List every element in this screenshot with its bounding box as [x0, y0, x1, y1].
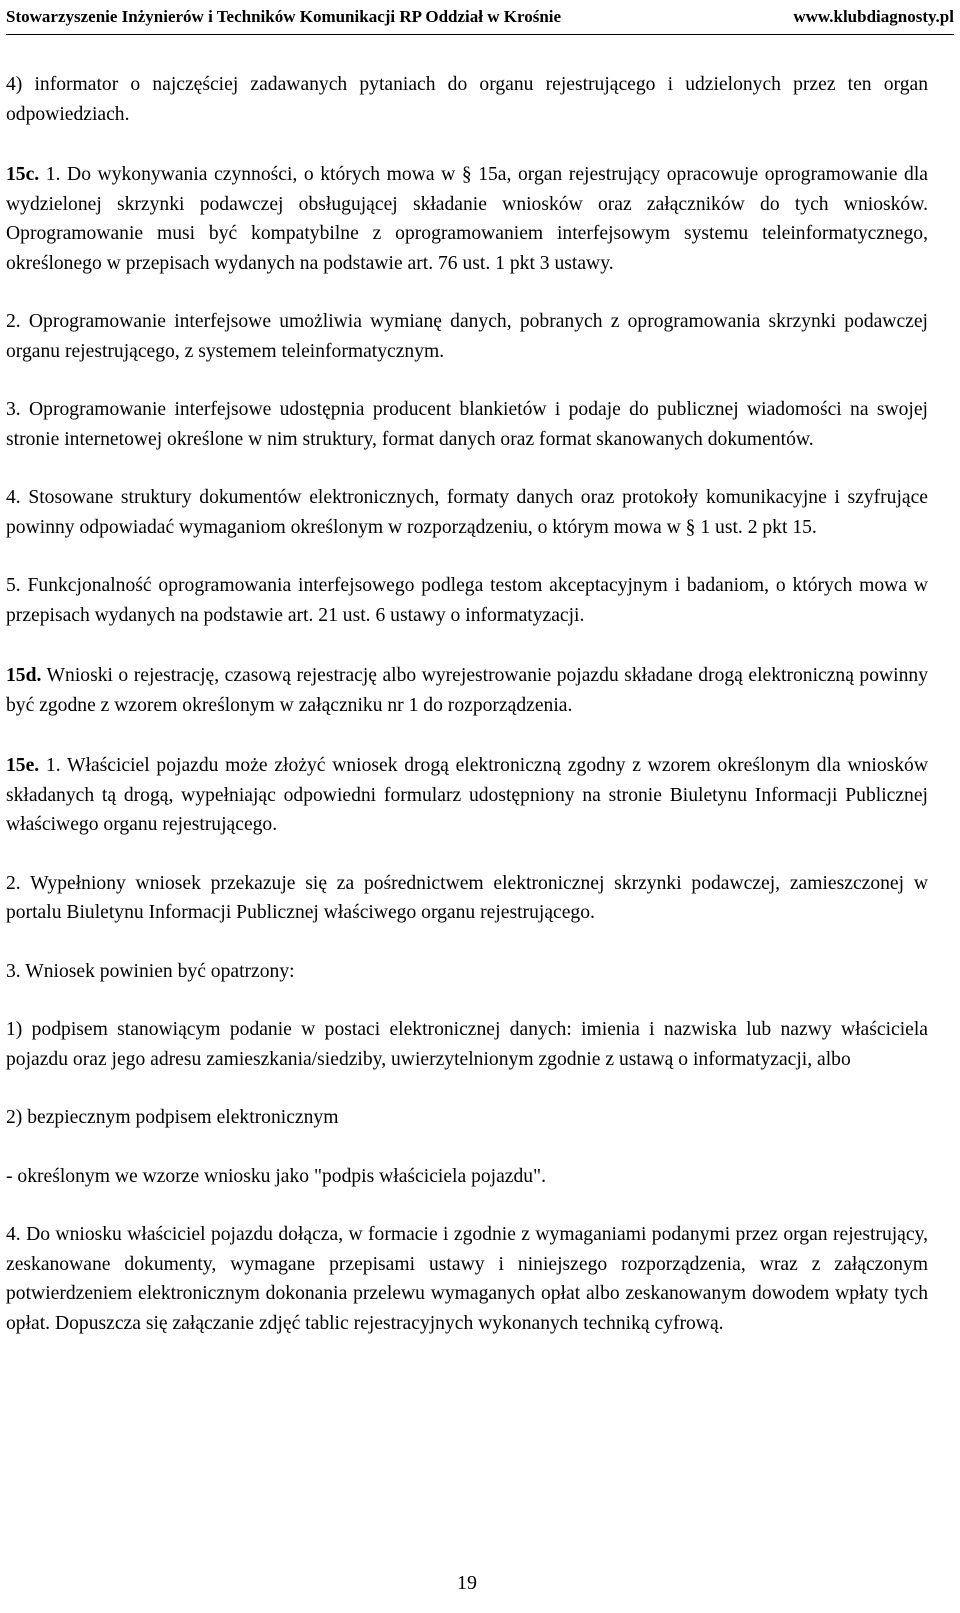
- paragraph-text: 1. Właściciel pojazdu może złożyć wniosek drogą elektroniczną zgodny z wzorem określonym dla wniosków składanych tą drogą, wypełniając odpowiedni formularz udostępniony na stronie Biuletynu Informacji Publicznej właściwego organu rejestrującego.: [6, 755, 928, 835]
- paragraph-15e-3: [6, 957, 928, 987]
- paragraph-15c-5: [6, 571, 928, 630]
- paragraph-text: 4. Do wniosku właściciel pojazdu dołącza, w formacie i zgodnie z wymaganiami podanymi przez organ rejestrujący, zeskanowane dokumenty, wymagane przepisami ustawy i niniejszego rozporządzenia, wraz z załączonym potwierdzeniem elektronicznym dokonania przelewu wymaganych opłat albo zeskanowanym dowodem wpłaty tych opłat. Dopuszcza się załączanie zdjęć tablic rejestracyjnych wykonanych techniką cyfrową.: [6, 1224, 928, 1334]
- document-body: [6, 70, 928, 1338]
- paragraph-4-informator: [6, 70, 928, 129]
- paragraph-text: 3. Oprogramowanie interfejsowe udostępnia producent blankietów i podaje do publicznej wiadomości na swojej stronie internetowej określone w nim struktury, format danych oraz format skanowanych dokumentów.: [6, 399, 928, 450]
- header-website: www.klubdiagnosty.pl: [793, 7, 954, 26]
- header-organization: Stowarzyszenie Inżynierów i Techników Komunikacji RP Oddział w Krośnie: [6, 7, 562, 26]
- paragraph-text: 2. Wypełniony wniosek przekazuje się za pośrednictwem elektronicznej skrzynki podawczej, zamieszczonej w portalu Biuletynu Informacji Publicznej właściwego organu rejestrującego.: [6, 872, 928, 923]
- paragraph-text: 4. Stosowane struktury dokumentów elektronicznych, formaty danych oraz protokoły komunikacyjne i szyfrujące powinny odpowiadać wymaganiom określonym w rozporządzeniu, o którym mowa w § 1 ust. 2 pkt 15.: [6, 487, 928, 538]
- paragraph-15e-4: [6, 1220, 928, 1338]
- paragraph-text: 1) podpisem stanowiącym podanie w postaci elektronicznej danych: imienia i nazwiska lub nazwy właściciela pojazdu oraz jego adresu zamieszkania/siedziby, uwierzytelnionym zgodnie z ustawą o informatyzacji, albo: [6, 1019, 928, 1070]
- section-number-15c: 15c.: [6, 164, 40, 185]
- paragraph-15e-3-item-2: [6, 1103, 928, 1133]
- paragraph-text: 1. Do wykonywania czynności, o których mowa w § 15a, organ rejestrujący opracowuje oprogramowanie dla wydzielonej skrzynki podawczej obsługującej składanie wniosków oraz załączników do tych wniosków. Oprogramowanie musi być kompatybilne z oprogramowaniem interfejsowym systemu teleinformatycznego, określonego w przepisach wydanych na podstawie art. 76 ust. 1 pkt 3 ustawy.: [6, 164, 928, 274]
- section-number-15d: 15d.: [6, 665, 42, 686]
- paragraph-15e-3-item-1: [6, 1015, 928, 1074]
- section-number-15e: 15e.: [6, 755, 40, 776]
- paragraph-text: 4) informator o najczęściej zadawanych pytaniach do organu rejestrującego i udzielonych przez ten organ odpowiedziach.: [6, 74, 928, 125]
- paragraph-text: Wnioski o rejestrację, czasową rejestrację albo wyrejestrowanie pojazdu składane drogą elektroniczną powinny być zgodne z wzorem określonym w załączniku nr 1 do rozporządzenia.: [6, 665, 928, 716]
- paragraph-15e-1: [6, 751, 928, 840]
- paragraph-text: 2) bezpiecznym podpisem elektronicznym: [6, 1107, 339, 1128]
- paragraph-15c-3: [6, 395, 928, 454]
- paragraph-text: - określonym we wzorze wniosku jako "podpis właściciela pojazdu".: [6, 1165, 546, 1187]
- paragraph-15c-1: [6, 160, 928, 278]
- paragraph-15c-2: [6, 307, 928, 366]
- page-number: 19: [457, 1572, 477, 1594]
- paragraph-15d: [6, 661, 928, 720]
- page-header: [6, 0, 954, 35]
- paragraph-text: 5. Funkcjonalność oprogramowania interfejsowego podlega testom akceptacyjnym i badaniom, o których mowa w przepisach wydanych na podstawie art. 21 ust. 6 ustawy o informatyzacji.: [6, 575, 928, 626]
- paragraph-text: 2. Oprogramowanie interfejsowe umożliwia wymianę danych, pobranych z oprogramowania skrzynki podawczej organu rejestrującego, z systemem teleinformatycznym.: [6, 311, 928, 362]
- paragraph-15c-4: [6, 483, 928, 542]
- paragraph-text: 3. Wniosek powinien być opatrzony:: [6, 960, 295, 982]
- paragraph-15e-2: [6, 869, 928, 928]
- paragraph-15e-3-dash: [6, 1162, 928, 1192]
